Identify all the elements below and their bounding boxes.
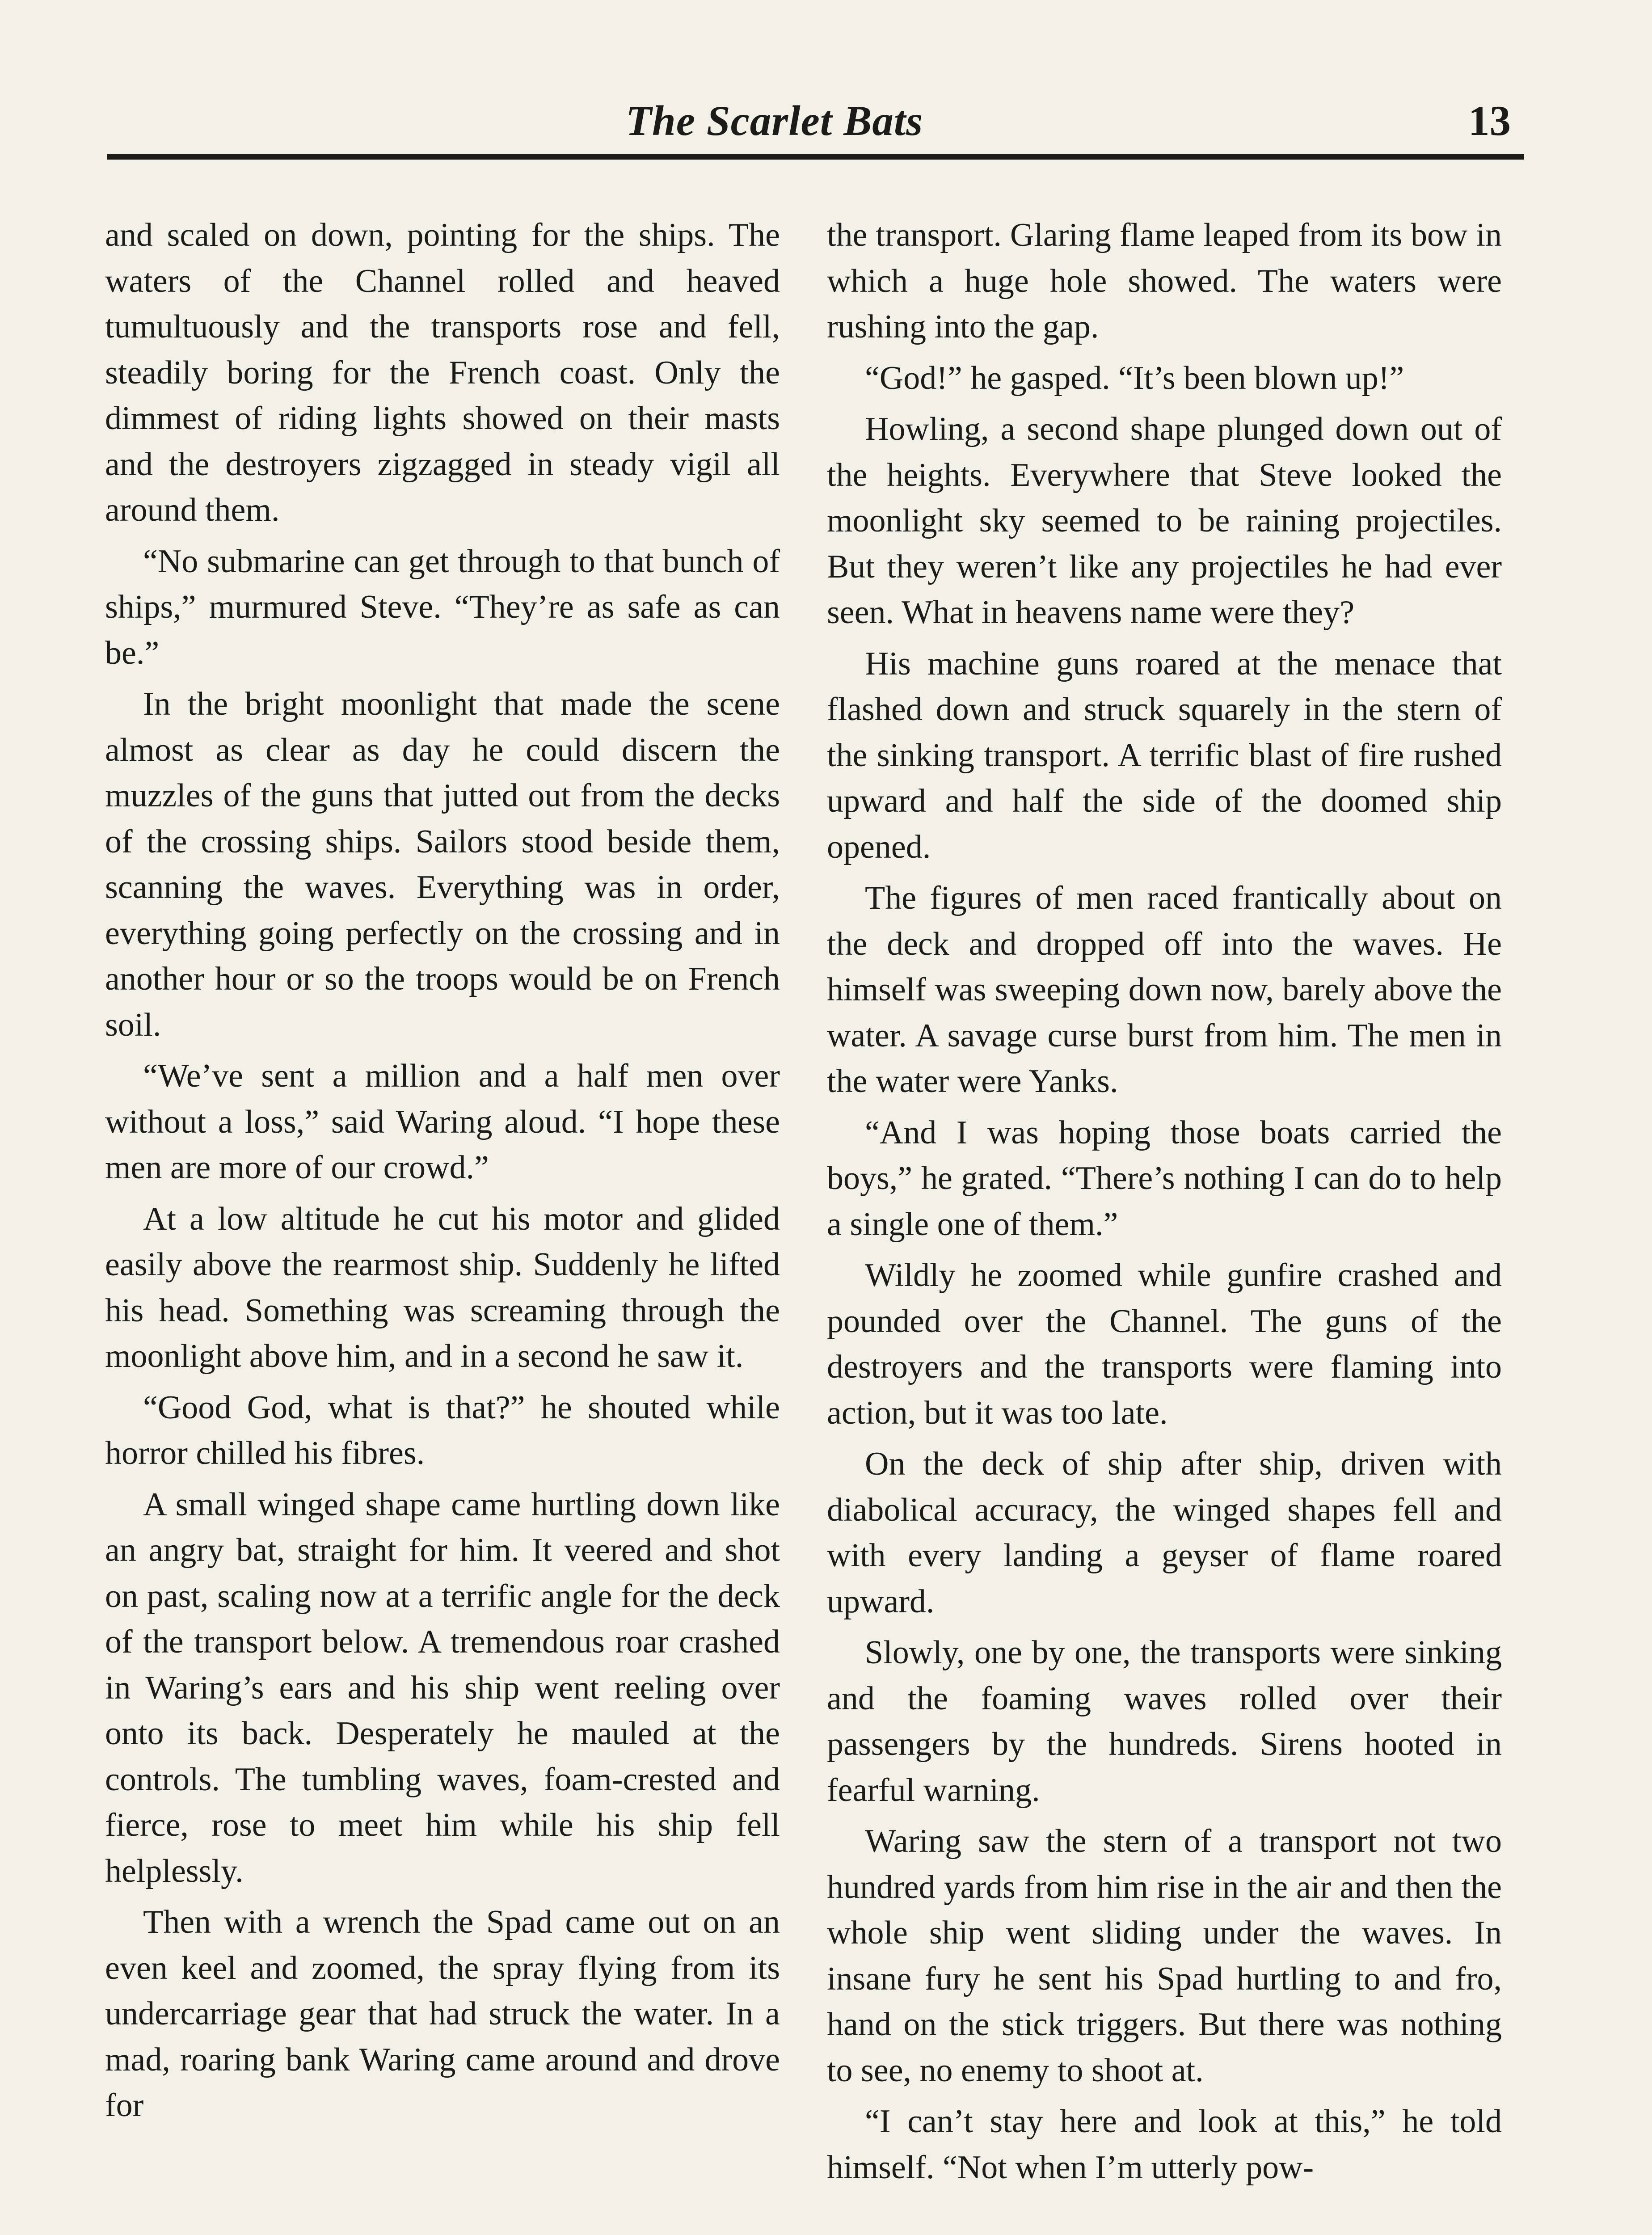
paragraph: “Good God, what is that?” he shouted while horror chilled his fibres.	[105, 1389, 780, 1472]
paragraph: “No submarine can get through to that bunch of ships,” murmured Steve. “They’re as safe as can be.”	[105, 543, 780, 671]
paragraph: “God!” he gasped. “It’s been blown up!”	[865, 359, 1404, 396]
paragraph: On the deck of ship after ship, driven with diabolical accuracy, the winged shapes fell and with every landing a geyser of flame roared upward.	[827, 1446, 1502, 1620]
paragraph: His machine guns roared at the menace that flashed down and struck squarely in the stern of the sinking transport. A terrific blast of fire rushed upward and half the side of the doomed ship opened.	[827, 645, 1502, 865]
paragraph: and scaled on down, pointing for the ships. The waters of the Channel rolled and heaved tumultuously and the transports rose and fell, steadily boring for the French coast. Only the dimmest of riding lights showed on their masts and the destroyers zigzagged in steady vigil all around them.	[105, 217, 780, 528]
paragraph: Waring saw the stern of a transport not two hundred yards from him rise in the air and then the whole ship went sliding under the waves. In insane fury he sent his Spad hurtling to and fro, hand on the stick triggers. But there was nothing to see, no enemy to shoot at.	[827, 1823, 1502, 2089]
paragraph: Then with a wrench the Spad came out on an even keel and zoomed, the spray flying from its undercarriage gear that had struck the water. In a mad, roaring bank Waring came around and drove for	[105, 1904, 780, 2124]
paragraph: Wildly he zoomed while gunfire crashed and pounded over the Channel. The guns of the destroyers and the transports were flaming into action, but it was too late.	[827, 1257, 1502, 1431]
left-column	[105, 212, 780, 2134]
running-title: The Scarlet Bats	[626, 97, 923, 144]
right-column	[827, 212, 1502, 2196]
paragraph: At a low altitude he cut his motor and glided easily above the rearmost ship. Suddenly he lifted his head. Something was screaming through the moonlight above him, and in a second he saw it.	[105, 1200, 780, 1375]
paragraph: In the bright moonlight that made the scene almost as clear as day he could discern the muzzles of the guns that jutted out from the decks of the crossing ships. Sailors stood beside them, scanning the waves. Everything was in order, everything going perfectly on the crossing and in another hour or so the troops would be on French soil.	[105, 686, 780, 1043]
paragraph: “And I was hoping those boats carried the boys,” he grated. “There’s nothing I can do to help a single one of them.”	[827, 1114, 1502, 1243]
paragraph: the transport. Glaring flame leaped from its bow in which a huge hole showed. The waters were rushing into the gap.	[827, 217, 1502, 345]
paragraph: “We’ve sent a million and a half men over without a loss,” said Waring aloud. “I hope these men are more of our crowd.”	[105, 1058, 780, 1186]
paragraph: A small winged shape came hurtling down like an angry bat, straight for him. It veered and shot on past, scaling now at a terrific angle for the deck of the transport below. A tremendous roar crashed in Waring’s ears and his ship went reeling over onto its back. Desperately he mauled at the controls. The tumbling waves, foam-crested and fierce, rose to meet him while his ship fell helplessly.	[105, 1486, 780, 1889]
paragraph: “I can’t stay here and look at this,” he told himself. “Not when I’m utterly pow-	[827, 2103, 1502, 2186]
header-rule	[107, 154, 1524, 160]
page-header	[107, 92, 1524, 159]
page-number: 13	[1468, 97, 1511, 144]
paragraph: Slowly, one by one, the transports were sinking and the foaming waves rolled over their passengers by the hundreds. Sirens hooted in fearful warning.	[827, 1634, 1502, 1809]
paragraph: Howling, a second shape plunged down out of the heights. Everywhere that Steve looked the moonlight sky seemed to be raining projectiles. But they weren’t like any projectiles he had ever seen. What in heavens name were they?	[827, 411, 1502, 631]
paragraph: The figures of men raced frantically about on the deck and dropped off into the waves. He himself was sweeping down now, barely above the water. A savage curse burst from him. The men in the water were Yanks.	[827, 880, 1502, 1100]
